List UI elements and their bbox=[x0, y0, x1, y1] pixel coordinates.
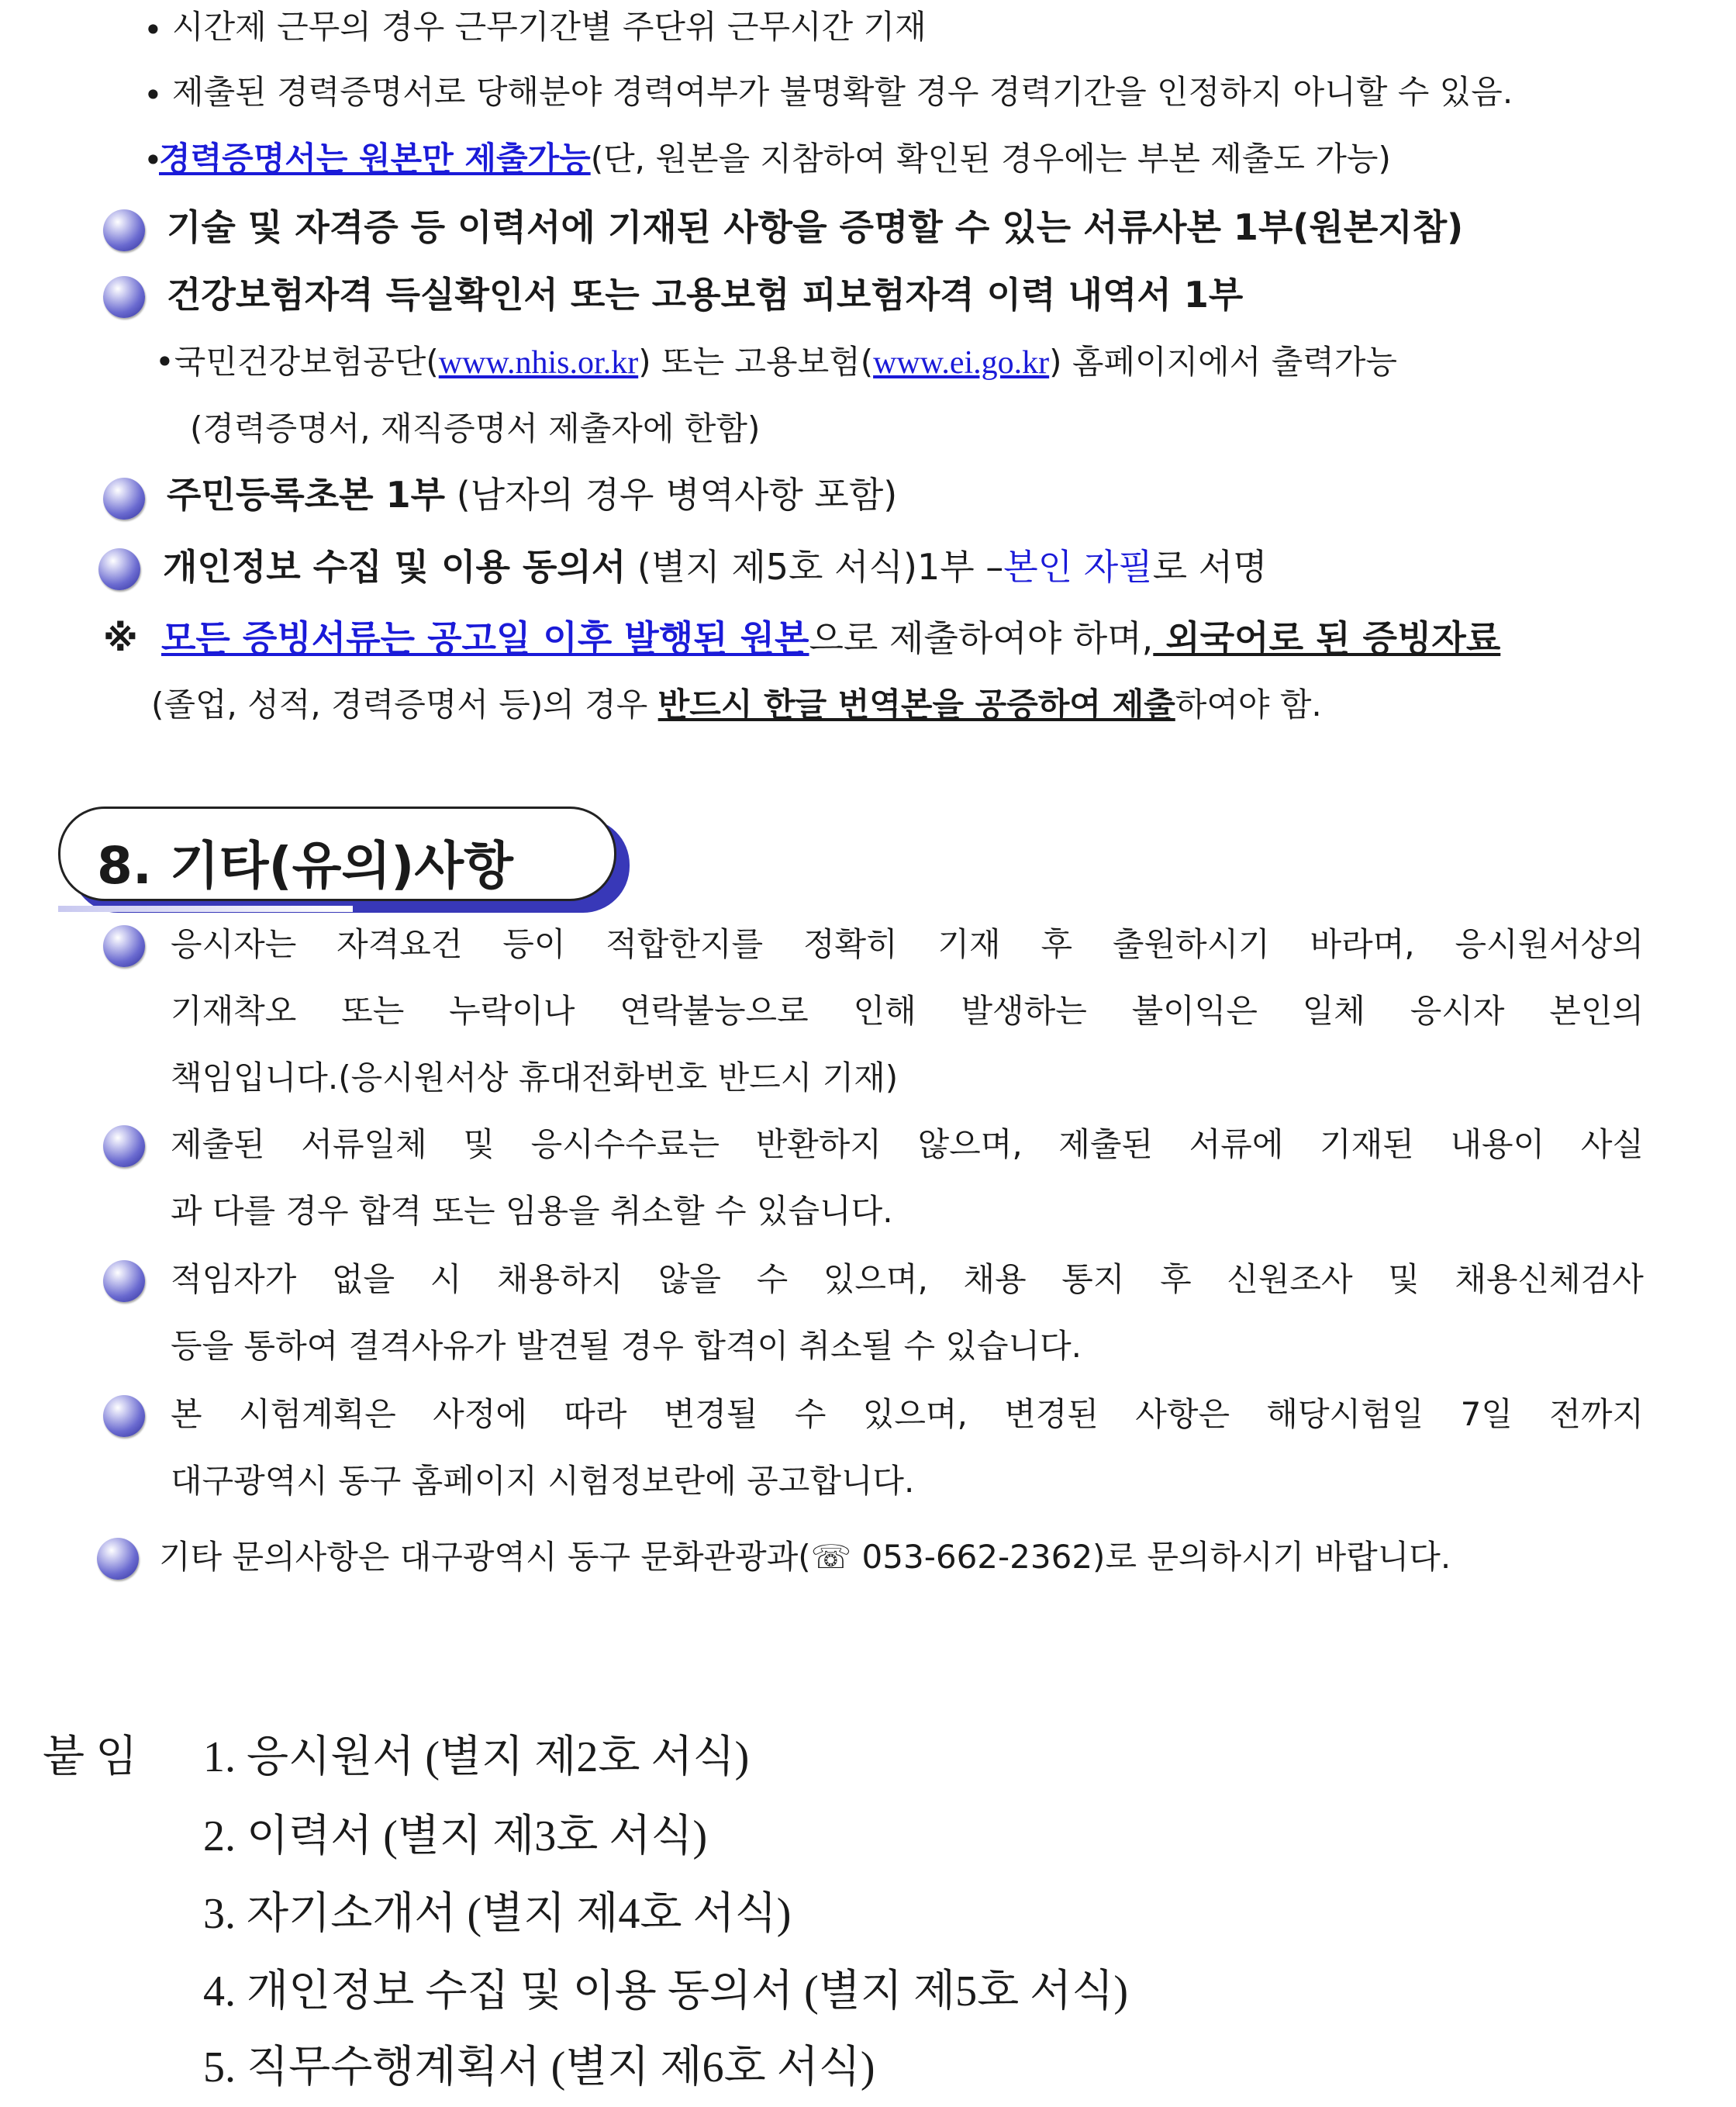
word: 발생하는 bbox=[961, 992, 1087, 1030]
etc-item-4-line1 bbox=[171, 1395, 1644, 1433]
word: 자격요건 bbox=[337, 925, 463, 963]
etc-item-3-line1 bbox=[171, 1260, 1644, 1298]
consent-item-mid: (별지 제5호 서식)1부 – bbox=[626, 546, 1004, 588]
word: 응시수수료는 bbox=[530, 1125, 720, 1163]
word: 연락불능으로 bbox=[620, 992, 809, 1030]
word: 및 bbox=[1388, 1260, 1420, 1298]
word: 등이 bbox=[502, 925, 566, 963]
word: 수 bbox=[756, 1260, 789, 1298]
insurance-note bbox=[155, 343, 1397, 381]
word: 응시원서상의 bbox=[1455, 925, 1644, 963]
word: 7일 bbox=[1460, 1395, 1513, 1433]
word: 시험계획은 bbox=[238, 1395, 396, 1433]
word: 적임자가 bbox=[171, 1260, 297, 1298]
sub-bullet-3 bbox=[159, 140, 1391, 178]
word: 전까지 bbox=[1549, 1395, 1644, 1433]
word: 통지 bbox=[1061, 1260, 1125, 1298]
word: 일체 bbox=[1302, 992, 1365, 1030]
ei-link[interactable]: www.ei.go.kr bbox=[873, 345, 1050, 381]
doc-item-2: 건강보험자격 득실확인서 또는 고용보험 피보험자격 이력 내역서 1부 bbox=[167, 274, 1244, 316]
original-only-link[interactable]: 경력증명서는 원본만 제출가능 bbox=[159, 140, 591, 178]
bullet-ball-icon bbox=[103, 1125, 145, 1167]
word: 채용하지 bbox=[496, 1260, 623, 1298]
notice-original-link[interactable]: 모든 증빙서류는 공고일 이후 발행된 원본 bbox=[161, 617, 809, 659]
word: 기재 bbox=[937, 925, 1001, 963]
sub-bullet-3-rest: (단, 원본을 지참하여 확인된 경우에는 부본 제출도 가능) bbox=[590, 140, 1391, 178]
notice-mark: ※ bbox=[103, 617, 138, 659]
attachments-label: 붙 임 bbox=[43, 1733, 138, 1781]
bullet-dot: • bbox=[143, 141, 163, 179]
word: 서류에 bbox=[1189, 1125, 1284, 1163]
consent-item-rest: 로 서명 bbox=[1152, 546, 1268, 588]
sub-bullet-1: 시간제 근무의 경우 근무기간별 주단위 근무시간 기재 bbox=[172, 8, 927, 46]
section-underline bbox=[58, 906, 353, 912]
notice-translation: 반드시 한글 번역본을 공증하여 제출 bbox=[657, 686, 1175, 724]
word: 채용신체검사 bbox=[1455, 1260, 1644, 1298]
word: 사실 bbox=[1580, 1125, 1644, 1163]
resident-item-title: 주민등록초본 1부 bbox=[167, 474, 446, 516]
bullet-ball-icon bbox=[103, 209, 145, 251]
word: 변경될 bbox=[663, 1395, 758, 1433]
word: 본 bbox=[171, 1395, 202, 1433]
word: 변경된 bbox=[1004, 1395, 1099, 1433]
consent-item bbox=[163, 546, 1268, 588]
word: 본인의 bbox=[1549, 992, 1644, 1030]
word: 또는 bbox=[341, 992, 405, 1030]
attachment-item-3: 3. 자기소개서 (별지 제4호 서식) bbox=[203, 1890, 792, 1938]
word: 수 bbox=[794, 1395, 827, 1433]
word: 출원하시기 bbox=[1112, 925, 1270, 963]
word: 기재된 bbox=[1320, 1125, 1414, 1163]
notice-foreign-docs: 외국어로 된 증빙자료 bbox=[1153, 617, 1501, 659]
word: 기재착오 bbox=[171, 992, 297, 1030]
notice-line2 bbox=[151, 686, 1322, 724]
section-title: 8. 기타(유의)사항 bbox=[97, 836, 513, 896]
word: 불이익은 bbox=[1131, 992, 1258, 1030]
sub-bullet-2: 제출된 경력증명서로 당해분야 경력여부가 불명확할 경우 경력기간을 인정하지 아니할 수 있음. bbox=[172, 73, 1513, 111]
doc-item-1: 기술 및 자격증 등 이력서에 기재된 사항을 증명할 수 있는 서류사본 1부(원본지참) bbox=[167, 206, 1464, 248]
word: 신원조사 bbox=[1227, 1260, 1353, 1298]
bullet-ball-icon bbox=[103, 1260, 145, 1302]
word: 사정에 bbox=[433, 1395, 527, 1433]
notice-line2-post: 하여야 함. bbox=[1175, 686, 1322, 724]
word: 않으며, bbox=[917, 1125, 1023, 1163]
word: 있으며, bbox=[823, 1260, 928, 1298]
etc-item-2-line1 bbox=[171, 1125, 1644, 1163]
resident-item bbox=[167, 474, 898, 516]
bullet-ball-icon bbox=[103, 925, 145, 967]
bullet-ball-icon bbox=[103, 1395, 145, 1437]
attachment-item-5: 5. 직무수행계획서 (별지 제6호 서식) bbox=[203, 2043, 875, 2091]
etc-item-1-line1 bbox=[171, 925, 1644, 963]
word: 제출된 bbox=[171, 1125, 265, 1163]
word: 채용 bbox=[963, 1260, 1027, 1298]
word: 없을 bbox=[331, 1260, 395, 1298]
word: 후 bbox=[1160, 1260, 1192, 1298]
word: 있으며, bbox=[862, 1395, 968, 1433]
word: 서류일체 bbox=[301, 1125, 427, 1163]
word: 따라 bbox=[564, 1395, 627, 1433]
word: 제출된 bbox=[1058, 1125, 1154, 1163]
word: 시 bbox=[430, 1260, 462, 1298]
insurance-note-line2: (경력증명서, 재직증명서 제출자에 한함) bbox=[190, 409, 761, 447]
bullet-dot: • bbox=[143, 76, 163, 114]
word: 및 bbox=[463, 1125, 495, 1163]
word: 내용이 bbox=[1450, 1125, 1545, 1163]
insurance-note-mid: ) 또는 고용보험( bbox=[638, 343, 874, 381]
notice-line1 bbox=[161, 617, 1501, 659]
word: 누락이나 bbox=[449, 992, 575, 1030]
insurance-note-suffix: ) 홈페이지에서 출력가능 bbox=[1049, 343, 1397, 381]
bullet-ball-icon bbox=[98, 548, 140, 590]
bullet-ball-icon bbox=[103, 276, 145, 318]
attachment-item-1: 1. 응시원서 (별지 제2호 서식) bbox=[203, 1733, 750, 1781]
attachment-item-4: 4. 개인정보 수집 및 이용 동의서 (별지 제5호 서식) bbox=[203, 1967, 1129, 2015]
consent-item-blue: 본인 자필 bbox=[1003, 546, 1153, 588]
consent-item-title: 개인정보 수집 및 이용 동의서 bbox=[163, 546, 626, 588]
word: 후 bbox=[1041, 925, 1073, 963]
etc-item-4-line2: 대구광역시 동구 홈페이지 시험정보란에 공고합니다. bbox=[171, 1462, 915, 1500]
nhis-link[interactable]: www.nhis.or.kr bbox=[438, 345, 639, 381]
word: 응시자 bbox=[1410, 992, 1505, 1030]
attachment-item-2: 2. 이력서 (별지 제3호 서식) bbox=[203, 1812, 708, 1860]
etc-item-2-line2: 과 다를 경우 합격 또는 임용을 취소할 수 있습니다. bbox=[171, 1192, 893, 1230]
resident-item-rest: (남자의 경우 병역사항 포함) bbox=[445, 474, 898, 516]
etc-item-3-line2: 등을 통하여 결격사유가 발견될 경우 합격이 취소될 수 있습니다. bbox=[171, 1327, 1082, 1365]
bullet-ball-icon bbox=[103, 478, 145, 520]
etc-item-5: 기타 문의사항은 대구광역시 동구 문화관광과(☏ 053-662-2362)로 문의하시기 바랍니다. bbox=[159, 1538, 1451, 1576]
bullet-dot: • bbox=[143, 11, 163, 49]
word: 바라며, bbox=[1310, 925, 1415, 963]
word: 적합한지를 bbox=[606, 925, 764, 963]
word: 사항은 bbox=[1135, 1395, 1230, 1433]
notice-line2-pre: (졸업, 성적, 경력증명서 등)의 경우 bbox=[151, 686, 658, 724]
word: 정확히 bbox=[802, 925, 898, 963]
word: 응시자는 bbox=[171, 925, 297, 963]
insurance-note-prefix: •국민건강보험공단( bbox=[155, 343, 439, 381]
bullet-ball-icon bbox=[97, 1538, 139, 1580]
word: 인해 bbox=[853, 992, 916, 1030]
notice-mid: 으로 제출하여야 하며, bbox=[809, 617, 1154, 659]
word: 해당시험일 bbox=[1266, 1395, 1424, 1433]
word: 반환하지 bbox=[755, 1125, 882, 1163]
etc-item-1-line3: 책임입니다.(응시원서상 휴대전화번호 반드시 기재) bbox=[171, 1059, 899, 1097]
word: 않을 bbox=[657, 1260, 721, 1298]
etc-item-1-line2 bbox=[171, 992, 1644, 1030]
